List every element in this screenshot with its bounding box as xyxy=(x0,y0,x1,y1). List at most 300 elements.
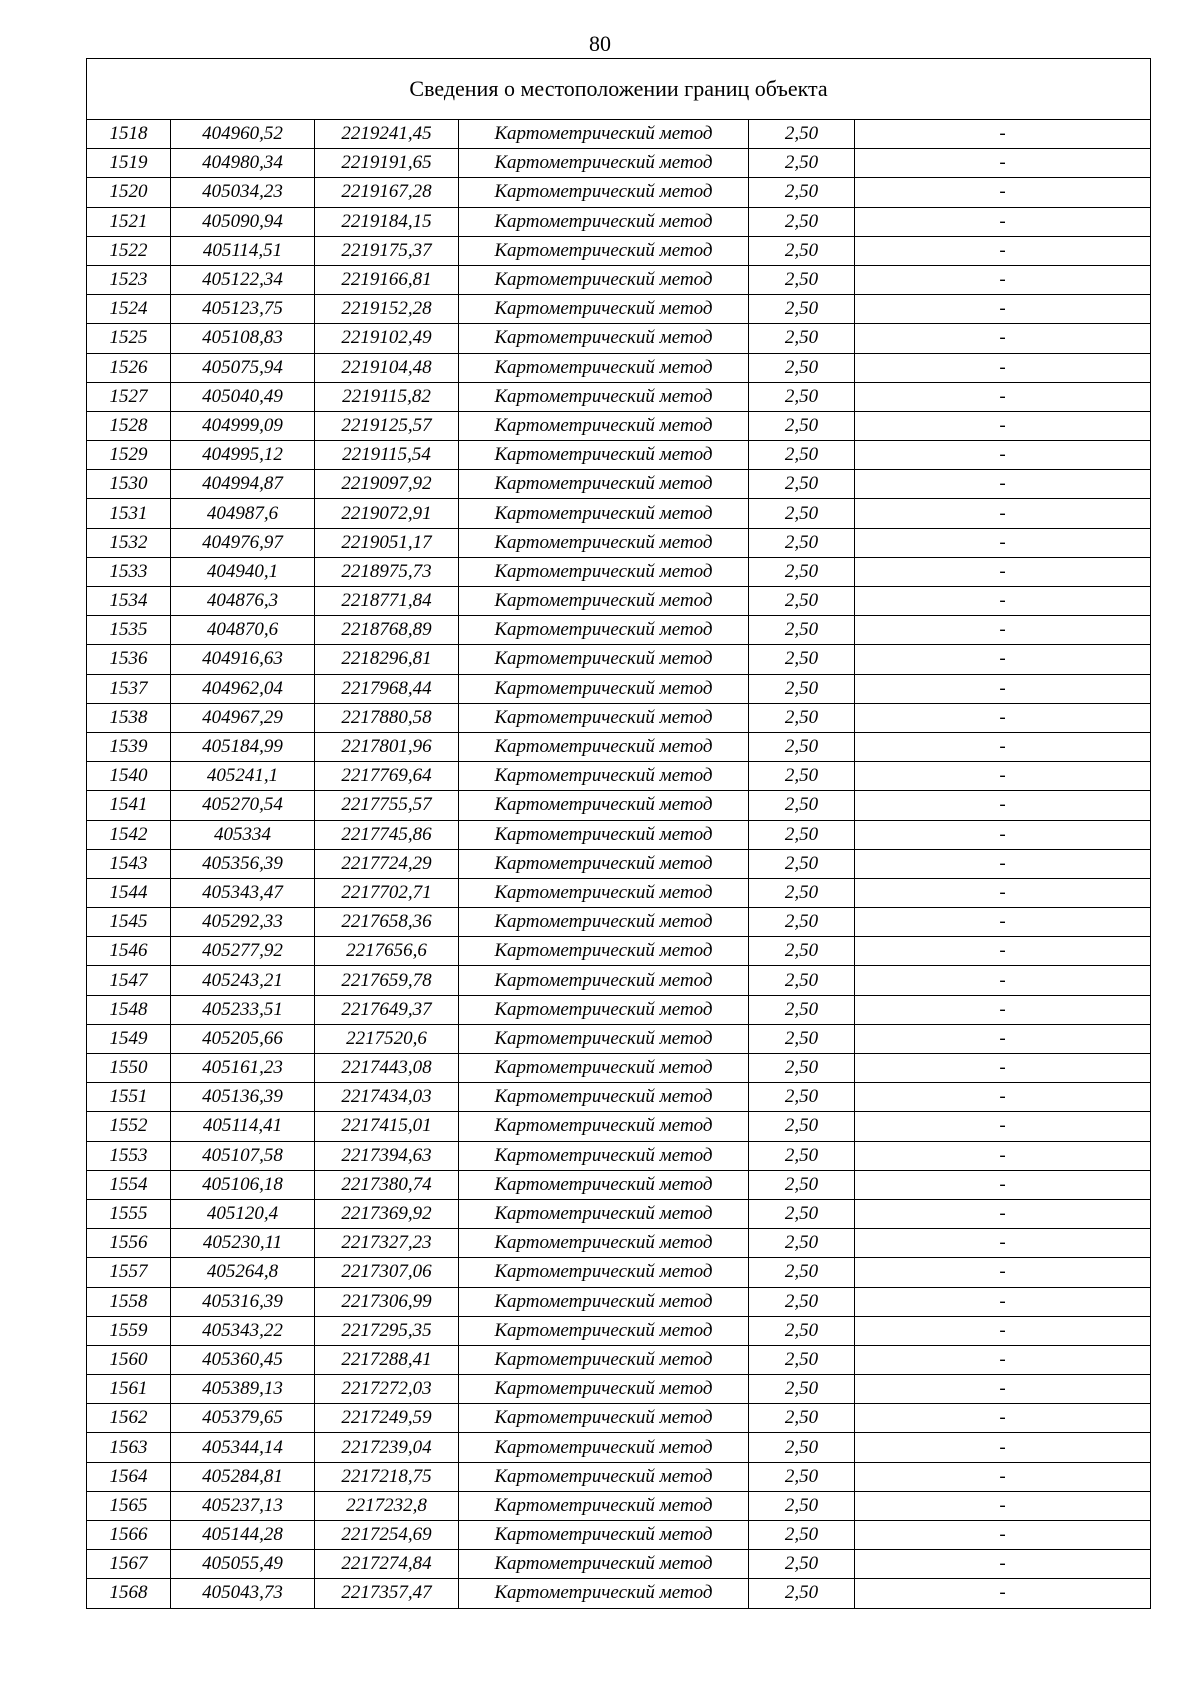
table-row xyxy=(87,878,1151,907)
method-cell: Картометрический метод xyxy=(459,324,749,353)
x-coordinate-cell: 405233,51 xyxy=(171,995,315,1024)
description-cell: - xyxy=(855,382,1151,411)
x-coordinate-cell: 405277,92 xyxy=(171,937,315,966)
accuracy-cell: 2,50 xyxy=(749,441,855,470)
x-coordinate-cell: 404994,87 xyxy=(171,470,315,499)
y-coordinate-cell: 2217357,47 xyxy=(315,1579,459,1608)
method-cell: Картометрический метод xyxy=(459,1491,749,1520)
method-cell: Картометрический метод xyxy=(459,762,749,791)
accuracy-cell: 2,50 xyxy=(749,382,855,411)
x-coordinate-cell: 405136,39 xyxy=(171,1083,315,1112)
method-cell: Картометрический метод xyxy=(459,236,749,265)
method-cell: Картометрический метод xyxy=(459,1462,749,1491)
table-row xyxy=(87,1112,1151,1141)
y-coordinate-cell: 2217249,59 xyxy=(315,1404,459,1433)
y-coordinate-cell: 2217218,75 xyxy=(315,1462,459,1491)
method-cell: Картометрический метод xyxy=(459,1287,749,1316)
description-cell: - xyxy=(855,587,1151,616)
boundary-table xyxy=(86,58,1151,1609)
x-coordinate-cell: 405034,23 xyxy=(171,178,315,207)
point-number-cell: 1556 xyxy=(87,1229,171,1258)
point-number-cell: 1528 xyxy=(87,411,171,440)
method-cell: Картометрический метод xyxy=(459,732,749,761)
accuracy-cell: 2,50 xyxy=(749,1316,855,1345)
point-number-cell: 1550 xyxy=(87,1054,171,1083)
accuracy-cell: 2,50 xyxy=(749,499,855,528)
x-coordinate-cell: 404916,63 xyxy=(171,645,315,674)
accuracy-cell: 2,50 xyxy=(749,937,855,966)
point-number-cell: 1543 xyxy=(87,849,171,878)
method-cell: Картометрический метод xyxy=(459,557,749,586)
y-coordinate-cell: 2217306,99 xyxy=(315,1287,459,1316)
y-coordinate-cell: 2217307,06 xyxy=(315,1258,459,1287)
y-coordinate-cell: 2217968,44 xyxy=(315,674,459,703)
description-cell: - xyxy=(855,149,1151,178)
accuracy-cell: 2,50 xyxy=(749,1550,855,1579)
point-number-cell: 1519 xyxy=(87,149,171,178)
y-coordinate-cell: 2217327,23 xyxy=(315,1229,459,1258)
point-number-cell: 1536 xyxy=(87,645,171,674)
table-row xyxy=(87,1316,1151,1345)
description-cell: - xyxy=(855,762,1151,791)
table-body xyxy=(87,59,1151,1609)
description-cell: - xyxy=(855,1316,1151,1345)
description-cell: - xyxy=(855,1491,1151,1520)
method-cell: Картометрический метод xyxy=(459,353,749,382)
method-cell: Картометрический метод xyxy=(459,470,749,499)
description-cell: - xyxy=(855,411,1151,440)
description-cell: - xyxy=(855,937,1151,966)
y-coordinate-cell: 2217649,37 xyxy=(315,995,459,1024)
y-coordinate-cell: 2219166,81 xyxy=(315,265,459,294)
method-cell: Картометрический метод xyxy=(459,1229,749,1258)
method-cell: Картометрический метод xyxy=(459,528,749,557)
y-coordinate-cell: 2217769,64 xyxy=(315,762,459,791)
method-cell: Картометрический метод xyxy=(459,645,749,674)
x-coordinate-cell: 405379,65 xyxy=(171,1404,315,1433)
y-coordinate-cell: 2217702,71 xyxy=(315,878,459,907)
table-row xyxy=(87,1345,1151,1374)
method-cell: Картометрический метод xyxy=(459,120,749,149)
table-row xyxy=(87,1550,1151,1579)
description-cell: - xyxy=(855,528,1151,557)
description-cell: - xyxy=(855,849,1151,878)
x-coordinate-cell: 405292,33 xyxy=(171,908,315,937)
y-coordinate-cell: 2219191,65 xyxy=(315,149,459,178)
description-cell: - xyxy=(855,295,1151,324)
point-number-cell: 1531 xyxy=(87,499,171,528)
accuracy-cell: 2,50 xyxy=(749,1462,855,1491)
point-number-cell: 1545 xyxy=(87,908,171,937)
table-row xyxy=(87,995,1151,1024)
accuracy-cell: 2,50 xyxy=(749,1491,855,1520)
description-cell: - xyxy=(855,265,1151,294)
point-number-cell: 1539 xyxy=(87,732,171,761)
x-coordinate-cell: 405114,41 xyxy=(171,1112,315,1141)
accuracy-cell: 2,50 xyxy=(749,587,855,616)
table-row xyxy=(87,1287,1151,1316)
method-cell: Картометрический метод xyxy=(459,674,749,703)
description-cell: - xyxy=(855,674,1151,703)
description-cell: - xyxy=(855,966,1151,995)
table-row xyxy=(87,1491,1151,1520)
table-row xyxy=(87,265,1151,294)
x-coordinate-cell: 404976,97 xyxy=(171,528,315,557)
method-cell: Картометрический метод xyxy=(459,1258,749,1287)
table-row xyxy=(87,1054,1151,1083)
accuracy-cell: 2,50 xyxy=(749,878,855,907)
method-cell: Картометрический метод xyxy=(459,849,749,878)
table-row xyxy=(87,966,1151,995)
y-coordinate-cell: 2217288,41 xyxy=(315,1345,459,1374)
description-cell: - xyxy=(855,1141,1151,1170)
x-coordinate-cell: 405241,1 xyxy=(171,762,315,791)
description-cell: - xyxy=(855,820,1151,849)
point-number-cell: 1553 xyxy=(87,1141,171,1170)
description-cell: - xyxy=(855,1258,1151,1287)
table-row xyxy=(87,1462,1151,1491)
accuracy-cell: 2,50 xyxy=(749,1112,855,1141)
point-number-cell: 1542 xyxy=(87,820,171,849)
y-coordinate-cell: 2217272,03 xyxy=(315,1375,459,1404)
method-cell: Картометрический метод xyxy=(459,703,749,732)
accuracy-cell: 2,50 xyxy=(749,820,855,849)
table-row xyxy=(87,1170,1151,1199)
description-cell: - xyxy=(855,207,1151,236)
point-number-cell: 1559 xyxy=(87,1316,171,1345)
y-coordinate-cell: 2217520,6 xyxy=(315,1024,459,1053)
method-cell: Картометрический метод xyxy=(459,995,749,1024)
y-coordinate-cell: 2217659,78 xyxy=(315,966,459,995)
y-coordinate-cell: 2217801,96 xyxy=(315,732,459,761)
accuracy-cell: 2,50 xyxy=(749,149,855,178)
point-number-cell: 1541 xyxy=(87,791,171,820)
x-coordinate-cell: 404960,52 xyxy=(171,120,315,149)
method-cell: Картометрический метод xyxy=(459,1316,749,1345)
accuracy-cell: 2,50 xyxy=(749,1579,855,1608)
description-cell: - xyxy=(855,878,1151,907)
table-row xyxy=(87,120,1151,149)
x-coordinate-cell: 405284,81 xyxy=(171,1462,315,1491)
x-coordinate-cell: 404980,34 xyxy=(171,149,315,178)
y-coordinate-cell: 2219102,49 xyxy=(315,324,459,353)
method-cell: Картометрический метод xyxy=(459,966,749,995)
accuracy-cell: 2,50 xyxy=(749,178,855,207)
table-row xyxy=(87,236,1151,265)
x-coordinate-cell: 405122,34 xyxy=(171,265,315,294)
table-row xyxy=(87,732,1151,761)
accuracy-cell: 2,50 xyxy=(749,1433,855,1462)
accuracy-cell: 2,50 xyxy=(749,762,855,791)
point-number-cell: 1546 xyxy=(87,937,171,966)
y-coordinate-cell: 2219125,57 xyxy=(315,411,459,440)
description-cell: - xyxy=(855,732,1151,761)
y-coordinate-cell: 2219115,54 xyxy=(315,441,459,470)
x-coordinate-cell: 404995,12 xyxy=(171,441,315,470)
method-cell: Картометрический метод xyxy=(459,382,749,411)
table-row xyxy=(87,1521,1151,1550)
point-number-cell: 1527 xyxy=(87,382,171,411)
point-number-cell: 1563 xyxy=(87,1433,171,1462)
point-number-cell: 1521 xyxy=(87,207,171,236)
description-cell: - xyxy=(855,1170,1151,1199)
method-cell: Картометрический метод xyxy=(459,1199,749,1228)
y-coordinate-cell: 2218768,89 xyxy=(315,616,459,645)
description-cell: - xyxy=(855,441,1151,470)
point-number-cell: 1551 xyxy=(87,1083,171,1112)
table-row xyxy=(87,674,1151,703)
description-cell: - xyxy=(855,1550,1151,1579)
x-coordinate-cell: 405316,39 xyxy=(171,1287,315,1316)
y-coordinate-cell: 2219051,17 xyxy=(315,528,459,557)
y-coordinate-cell: 2217369,92 xyxy=(315,1199,459,1228)
accuracy-cell: 2,50 xyxy=(749,1521,855,1550)
y-coordinate-cell: 2219175,37 xyxy=(315,236,459,265)
table-row xyxy=(87,1083,1151,1112)
point-number-cell: 1566 xyxy=(87,1521,171,1550)
point-number-cell: 1534 xyxy=(87,587,171,616)
x-coordinate-cell: 405123,75 xyxy=(171,295,315,324)
page-number: 80 xyxy=(589,31,611,56)
description-cell: - xyxy=(855,557,1151,586)
accuracy-cell: 2,50 xyxy=(749,1287,855,1316)
accuracy-cell: 2,50 xyxy=(749,236,855,265)
table-row xyxy=(87,499,1151,528)
table-row xyxy=(87,1579,1151,1608)
accuracy-cell: 2,50 xyxy=(749,645,855,674)
point-number-cell: 1524 xyxy=(87,295,171,324)
table-row xyxy=(87,1258,1151,1287)
y-coordinate-cell: 2217880,58 xyxy=(315,703,459,732)
point-number-cell: 1549 xyxy=(87,1024,171,1053)
table-row xyxy=(87,1229,1151,1258)
point-number-cell: 1548 xyxy=(87,995,171,1024)
x-coordinate-cell: 405043,73 xyxy=(171,1579,315,1608)
y-coordinate-cell: 2218296,81 xyxy=(315,645,459,674)
table-title-row xyxy=(87,59,1151,120)
x-coordinate-cell: 405106,18 xyxy=(171,1170,315,1199)
method-cell: Картометрический метод xyxy=(459,1141,749,1170)
y-coordinate-cell: 2219072,91 xyxy=(315,499,459,528)
point-number-cell: 1525 xyxy=(87,324,171,353)
accuracy-cell: 2,50 xyxy=(749,616,855,645)
description-cell: - xyxy=(855,236,1151,265)
accuracy-cell: 2,50 xyxy=(749,1258,855,1287)
method-cell: Картометрический метод xyxy=(459,1404,749,1433)
accuracy-cell: 2,50 xyxy=(749,1170,855,1199)
method-cell: Картометрический метод xyxy=(459,908,749,937)
method-cell: Картометрический метод xyxy=(459,1433,749,1462)
description-cell: - xyxy=(855,324,1151,353)
point-number-cell: 1544 xyxy=(87,878,171,907)
x-coordinate-cell: 405184,99 xyxy=(171,732,315,761)
accuracy-cell: 2,50 xyxy=(749,324,855,353)
point-number-cell: 1552 xyxy=(87,1112,171,1141)
accuracy-cell: 2,50 xyxy=(749,1345,855,1374)
table-title: Сведения о местоположении границ объекта xyxy=(87,59,1151,120)
table-row xyxy=(87,1199,1151,1228)
description-cell: - xyxy=(855,1462,1151,1491)
description-cell: - xyxy=(855,1199,1151,1228)
point-number-cell: 1518 xyxy=(87,120,171,149)
table-row xyxy=(87,645,1151,674)
y-coordinate-cell: 2217394,63 xyxy=(315,1141,459,1170)
description-cell: - xyxy=(855,1054,1151,1083)
description-cell: - xyxy=(855,499,1151,528)
point-number-cell: 1535 xyxy=(87,616,171,645)
x-coordinate-cell: 405120,4 xyxy=(171,1199,315,1228)
table-row xyxy=(87,908,1151,937)
accuracy-cell: 2,50 xyxy=(749,908,855,937)
table-row xyxy=(87,353,1151,382)
table-row xyxy=(87,1141,1151,1170)
point-number-cell: 1520 xyxy=(87,178,171,207)
table-row xyxy=(87,324,1151,353)
description-cell: - xyxy=(855,1287,1151,1316)
table-row xyxy=(87,1404,1151,1433)
x-coordinate-cell: 405343,22 xyxy=(171,1316,315,1345)
method-cell: Картометрический метод xyxy=(459,1024,749,1053)
y-coordinate-cell: 2217656,6 xyxy=(315,937,459,966)
y-coordinate-cell: 2219167,28 xyxy=(315,178,459,207)
description-cell: - xyxy=(855,1345,1151,1374)
accuracy-cell: 2,50 xyxy=(749,1229,855,1258)
x-coordinate-cell: 405343,47 xyxy=(171,878,315,907)
x-coordinate-cell: 405108,83 xyxy=(171,324,315,353)
y-coordinate-cell: 2217232,8 xyxy=(315,1491,459,1520)
y-coordinate-cell: 2217295,35 xyxy=(315,1316,459,1345)
y-coordinate-cell: 2218771,84 xyxy=(315,587,459,616)
description-cell: - xyxy=(855,645,1151,674)
point-number-cell: 1523 xyxy=(87,265,171,294)
point-number-cell: 1562 xyxy=(87,1404,171,1433)
table-row xyxy=(87,1433,1151,1462)
x-coordinate-cell: 404999,09 xyxy=(171,411,315,440)
description-cell: - xyxy=(855,1375,1151,1404)
point-number-cell: 1565 xyxy=(87,1491,171,1520)
x-coordinate-cell: 404870,6 xyxy=(171,616,315,645)
description-cell: - xyxy=(855,353,1151,382)
x-coordinate-cell: 404987,6 xyxy=(171,499,315,528)
description-cell: - xyxy=(855,470,1151,499)
method-cell: Картометрический метод xyxy=(459,1170,749,1199)
y-coordinate-cell: 2217239,04 xyxy=(315,1433,459,1462)
x-coordinate-cell: 405360,45 xyxy=(171,1345,315,1374)
method-cell: Картометрический метод xyxy=(459,265,749,294)
description-cell: - xyxy=(855,1579,1151,1608)
accuracy-cell: 2,50 xyxy=(749,966,855,995)
method-cell: Картометрический метод xyxy=(459,791,749,820)
point-number-cell: 1557 xyxy=(87,1258,171,1287)
point-number-cell: 1568 xyxy=(87,1579,171,1608)
accuracy-cell: 2,50 xyxy=(749,1024,855,1053)
accuracy-cell: 2,50 xyxy=(749,120,855,149)
x-coordinate-cell: 405344,14 xyxy=(171,1433,315,1462)
accuracy-cell: 2,50 xyxy=(749,295,855,324)
accuracy-cell: 2,50 xyxy=(749,207,855,236)
table-row xyxy=(87,820,1151,849)
accuracy-cell: 2,50 xyxy=(749,995,855,1024)
x-coordinate-cell: 405144,28 xyxy=(171,1521,315,1550)
accuracy-cell: 2,50 xyxy=(749,353,855,382)
method-cell: Картометрический метод xyxy=(459,499,749,528)
table-row xyxy=(87,411,1151,440)
x-coordinate-cell: 405356,39 xyxy=(171,849,315,878)
y-coordinate-cell: 2217443,08 xyxy=(315,1054,459,1083)
y-coordinate-cell: 2218975,73 xyxy=(315,557,459,586)
description-cell: - xyxy=(855,1024,1151,1053)
y-coordinate-cell: 2217434,03 xyxy=(315,1083,459,1112)
point-number-cell: 1530 xyxy=(87,470,171,499)
description-cell: - xyxy=(855,791,1151,820)
point-number-cell: 1564 xyxy=(87,1462,171,1491)
method-cell: Картометрический метод xyxy=(459,1550,749,1579)
accuracy-cell: 2,50 xyxy=(749,411,855,440)
table-row xyxy=(87,207,1151,236)
x-coordinate-cell: 405230,11 xyxy=(171,1229,315,1258)
point-number-cell: 1560 xyxy=(87,1345,171,1374)
table-row xyxy=(87,703,1151,732)
description-cell: - xyxy=(855,178,1151,207)
method-cell: Картометрический метод xyxy=(459,587,749,616)
x-coordinate-cell: 405107,58 xyxy=(171,1141,315,1170)
y-coordinate-cell: 2219104,48 xyxy=(315,353,459,382)
description-cell: - xyxy=(855,1521,1151,1550)
accuracy-cell: 2,50 xyxy=(749,1141,855,1170)
accuracy-cell: 2,50 xyxy=(749,470,855,499)
x-coordinate-cell: 405114,51 xyxy=(171,236,315,265)
y-coordinate-cell: 2217658,36 xyxy=(315,908,459,937)
point-number-cell: 1529 xyxy=(87,441,171,470)
point-number-cell: 1547 xyxy=(87,966,171,995)
x-coordinate-cell: 405389,13 xyxy=(171,1375,315,1404)
method-cell: Картометрический метод xyxy=(459,878,749,907)
accuracy-cell: 2,50 xyxy=(749,849,855,878)
method-cell: Картометрический метод xyxy=(459,616,749,645)
table-row xyxy=(87,382,1151,411)
point-number-cell: 1555 xyxy=(87,1199,171,1228)
point-number-cell: 1540 xyxy=(87,762,171,791)
accuracy-cell: 2,50 xyxy=(749,528,855,557)
method-cell: Картометрический метод xyxy=(459,1579,749,1608)
table-row xyxy=(87,1024,1151,1053)
point-number-cell: 1558 xyxy=(87,1287,171,1316)
table-row xyxy=(87,762,1151,791)
table-row xyxy=(87,470,1151,499)
y-coordinate-cell: 2217274,84 xyxy=(315,1550,459,1579)
x-coordinate-cell: 405205,66 xyxy=(171,1024,315,1053)
y-coordinate-cell: 2219115,82 xyxy=(315,382,459,411)
y-coordinate-cell: 2217745,86 xyxy=(315,820,459,849)
table-row xyxy=(87,791,1151,820)
method-cell: Картометрический метод xyxy=(459,937,749,966)
table-row xyxy=(87,849,1151,878)
table-row xyxy=(87,937,1151,966)
table-row xyxy=(87,616,1151,645)
method-cell: Картометрический метод xyxy=(459,149,749,178)
accuracy-cell: 2,50 xyxy=(749,791,855,820)
description-cell: - xyxy=(855,1112,1151,1141)
method-cell: Картометрический метод xyxy=(459,1083,749,1112)
y-coordinate-cell: 2217415,01 xyxy=(315,1112,459,1141)
point-number-cell: 1538 xyxy=(87,703,171,732)
method-cell: Картометрический метод xyxy=(459,1521,749,1550)
description-cell: - xyxy=(855,1433,1151,1462)
description-cell: - xyxy=(855,1229,1151,1258)
method-cell: Картометрический метод xyxy=(459,1054,749,1083)
point-number-cell: 1533 xyxy=(87,557,171,586)
method-cell: Картометрический метод xyxy=(459,1112,749,1141)
